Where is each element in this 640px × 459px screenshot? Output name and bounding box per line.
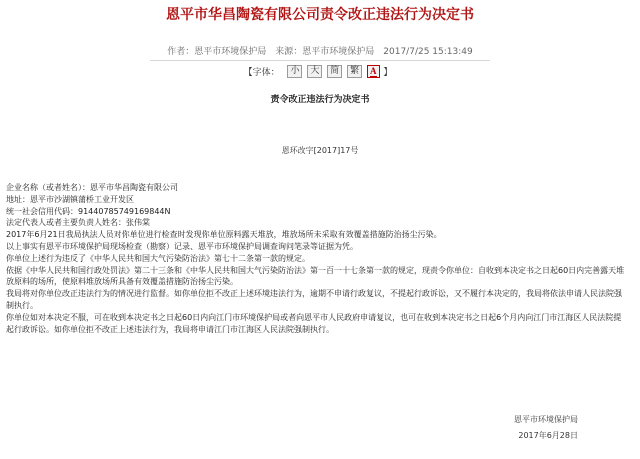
font-toolbar-close: 】 [383,68,393,78]
credit-code-line: 统一社会信用代码：91440785749169844N [6,206,171,216]
paragraph: 我局将对你单位改正违法行为的情况进行监督。如你单位拒不改正上述环境违法行为，逾期不申请行政复议，不提起行政诉讼，又不履行本决定的，我局将依法申请人民法院强制执行。 [6,289,622,310]
paragraph: 2017年6月21日我局执法人员对你单位进行检查时发现你单位原料露天堆放，堆放场所未采取有效覆盖措施防治扬尘污染。 [6,230,442,240]
address-line: 地址：恩平市沙湖镇蒲桥工业开发区 [6,194,134,204]
document-number: 恩环改字[2017]17号 [281,146,359,155]
divider [150,60,490,61]
traditional-button[interactable]: 繁 [347,65,362,78]
font-small-button[interactable]: 小 [287,65,302,78]
font-color-icon[interactable]: A [367,65,380,78]
paragraph: 依据《中华人民共和国行政处罚法》第二十三条和《中华人民共和国大气污染防治法》第一百一十七条第一款的规定，现责令你单位：自收到本决定书之日起60日内完善露天堆放原料的场所，使原料堆放场所具备有效覆盖措施防治扬尘污染。 [6,265,625,287]
signature-block [514,412,578,444]
paragraph: 你单位如对本决定不服，可在收到本决定书之日起60日内向江门市环境保护局或者向恩平市人民政府申请复议，也可在收到本决定书之日起6个月内向江门市江海区人民法院提起行政诉讼。如你单位拒不改正上述违法行为，我局将申请江门市江海区人民法院强制执行。 [6,312,622,334]
signature-issuer: 恩平市环境保护局 [514,415,578,424]
signature-date: 2017年6月28日 [518,431,578,440]
font-toolbar-label: 【字体： [243,68,280,78]
article-meta: 作者：恩平市环境保护局 来源：恩平市环境保护局 2017/7/25 15:13:49 [167,47,473,57]
article-title: 恩平市华昌陶瓷有限公司责令改正违法行为决定书 [166,7,474,23]
font-large-button[interactable]: 大 [307,65,322,78]
paragraph: 以上事实有恩平市环境保护局现场检查（勘察）记录、恩平市环境保护局调查询问笔录等证据为凭。 [6,241,358,251]
paragraph: 你单位上述行为违反了《中华人民共和国大气污染防治法》第七十二条第一款的规定。 [6,253,310,263]
simplified-button[interactable]: 简 [327,65,342,78]
company-name-line: 企业名称（或者姓名）：恩平市华昌陶瓷有限公司 [6,183,178,192]
font-size-toolbar [0,65,640,78]
legal-rep-line: 法定代表人或者主要负责人姓名：张伟棠 [6,218,150,228]
document-body [6,182,628,335]
document-subtitle: 责令改正违法行为决定书 [270,95,370,105]
